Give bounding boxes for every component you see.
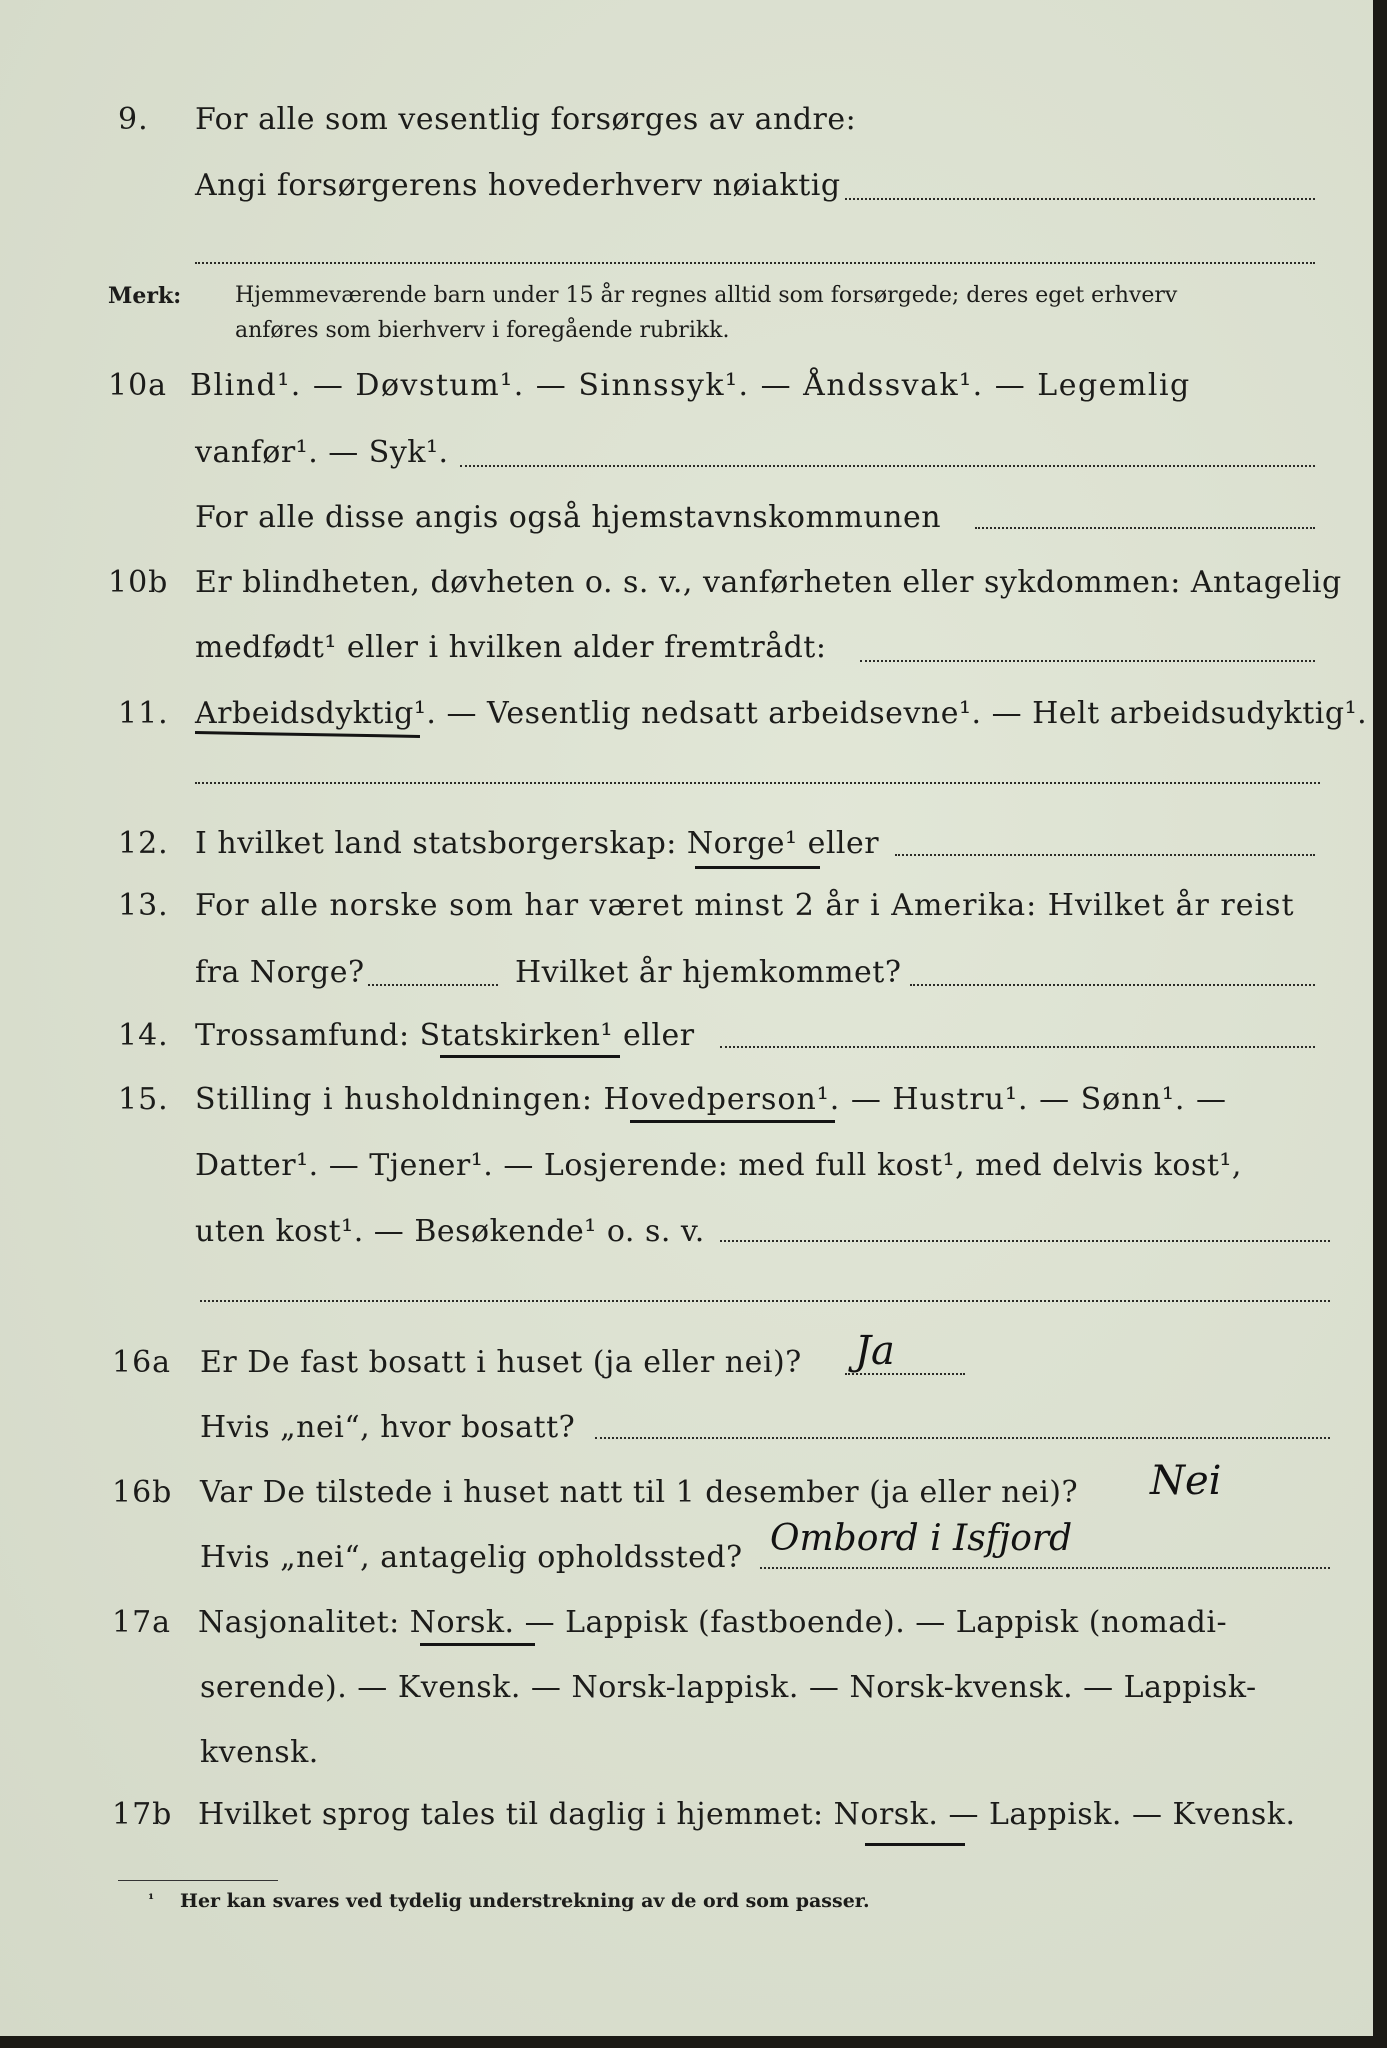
merk-label: Merk: [108, 283, 182, 309]
q15-number: 15. [118, 1082, 169, 1117]
q9-provider-prompt: Angi forsørgerens hovederhverv nøiaktig [195, 168, 841, 203]
q17a-options-3: kvensk. [200, 1735, 319, 1770]
q11-underline-mark [195, 731, 420, 738]
q17b-question: Hvilket sprog tales til daglig i hjemmet: Norsk. — Lappisk. — Kvensk. [198, 1797, 1296, 1832]
q12-question: I hvilket land statsborgerskap: Norge¹ eller [195, 826, 880, 861]
q13-left-year-line[interactable] [368, 984, 498, 986]
q13-return-year-label: Hvilket år hjemkommet? [515, 955, 902, 990]
q17a-options-2: serende). — Kvensk. — Norsk-lappisk. — Norsk-kvensk. — Lappisk- [200, 1670, 1257, 1705]
q11-options: Arbeidsdyktig¹. — Vesentlig nedsatt arbeidsevne¹. — Helt arbeidsudyktig¹. [195, 696, 1368, 731]
scan-edge-bottom [0, 2036, 1387, 2048]
q9-number: 9. [118, 102, 149, 137]
q16b-handwritten-location: Ombord i Isfjord [770, 1518, 1073, 1559]
q9-answer-line-2[interactable] [195, 262, 1315, 264]
q13-left-year-label: fra Norge? [195, 955, 365, 990]
q10a-municipality-line[interactable] [975, 527, 1315, 529]
q10a-options: Blind¹. — Døvstum¹. — Sinnssyk¹. — Åndssvak¹. — Legemlig [190, 368, 1191, 403]
q17a-options: Nasjonalitet: Norsk. — Lappisk (fastboende). — Lappisk (nomadi- [198, 1605, 1228, 1640]
q15-options: Stilling i husholdningen: Hovedperson¹. — Hustru¹. — Sønn¹. — [195, 1082, 1227, 1117]
q15-answer-line[interactable] [720, 1240, 1330, 1242]
footnote-text: Her kan svares ved tydelig understrekning av de ord som passer. [180, 1890, 870, 1912]
footnote-mark: ¹ [148, 1892, 155, 1908]
q16a-question: Er De fast bosatt i huset (ja eller nei)? [200, 1345, 802, 1380]
q17a-underline-mark [420, 1643, 535, 1646]
q14-number: 14. [118, 1018, 169, 1053]
q12-answer-line[interactable] [895, 854, 1315, 856]
q10b-question: Er blindheten, døvheten o. s. v., vanførheten eller sykdommen: Antagelig [195, 565, 1342, 600]
q16b-location-label: Hvis „nei“, antagelig opholdssted? [200, 1540, 743, 1575]
q10b-number: 10b [108, 565, 169, 600]
q10b-answer-line[interactable] [860, 660, 1315, 662]
q15-underline-mark [630, 1120, 835, 1123]
q10b-question-2: medfødt¹ eller i hvilken alder fremtrådt: [195, 630, 827, 665]
q14-underline-mark [440, 1055, 620, 1058]
q12-underline-mark [695, 866, 820, 869]
q12-number: 12. [118, 826, 169, 861]
merk-text-1: Hjemmeværende barn under 15 år regnes alltid som forsørgede; deres eget erhverv [235, 283, 1178, 308]
q9-question: For alle som vesentlig forsørges av andre: [195, 102, 857, 137]
scan-edge-right [1373, 0, 1387, 2048]
q13-question: For alle norske som har været minst 2 år i Amerika: Hvilket år reist [195, 888, 1295, 923]
q11-answer-line[interactable] [195, 782, 1320, 784]
q16b-handwritten-answer: Nei [1150, 1458, 1222, 1504]
q16b-location-line[interactable] [760, 1567, 1330, 1569]
q14-question: Trossamfund: Statskirken¹ eller [195, 1018, 695, 1053]
merk-text-2: anføres som bierhverv i foregående rubrikk. [235, 318, 730, 343]
q10a-options-2: vanfør¹. — Syk¹. [195, 435, 449, 470]
q16a-residence-line[interactable] [595, 1437, 1330, 1439]
q11-number: 11. [118, 696, 169, 731]
q16a-handwritten-answer: Ja [855, 1328, 895, 1374]
q15-options-2: Datter¹. — Tjener¹. — Losjerende: med full kost¹, med delvis kost¹, [195, 1148, 1242, 1183]
q14-answer-line[interactable] [720, 1046, 1315, 1048]
footnote-rule [118, 1880, 278, 1881]
q10a-home-municipality: For alle disse angis også hjemstavnskommunen [195, 500, 942, 535]
q13-return-year-line[interactable] [910, 984, 1315, 986]
q17b-underline-mark [865, 1843, 965, 1846]
q10a-number: 10a [108, 368, 168, 403]
q16a-number: 16a [112, 1345, 172, 1380]
q13-number: 13. [118, 888, 169, 923]
q17b-number: 17b [112, 1797, 173, 1832]
q16a-residence-label: Hvis „nei“, hvor bosatt? [200, 1410, 576, 1445]
q16b-number: 16b [112, 1475, 173, 1510]
q17a-number: 17a [112, 1605, 172, 1640]
q15-options-3: uten kost¹. — Besøkende¹ o. s. v. [195, 1214, 705, 1249]
q10a-answer-line[interactable] [460, 465, 1315, 467]
q16b-question: Var De tilstede i huset natt til 1 desember (ja eller nei)? [200, 1475, 1079, 1510]
q15-answer-line-2[interactable] [200, 1300, 1330, 1302]
q9-answer-line[interactable] [845, 198, 1315, 200]
